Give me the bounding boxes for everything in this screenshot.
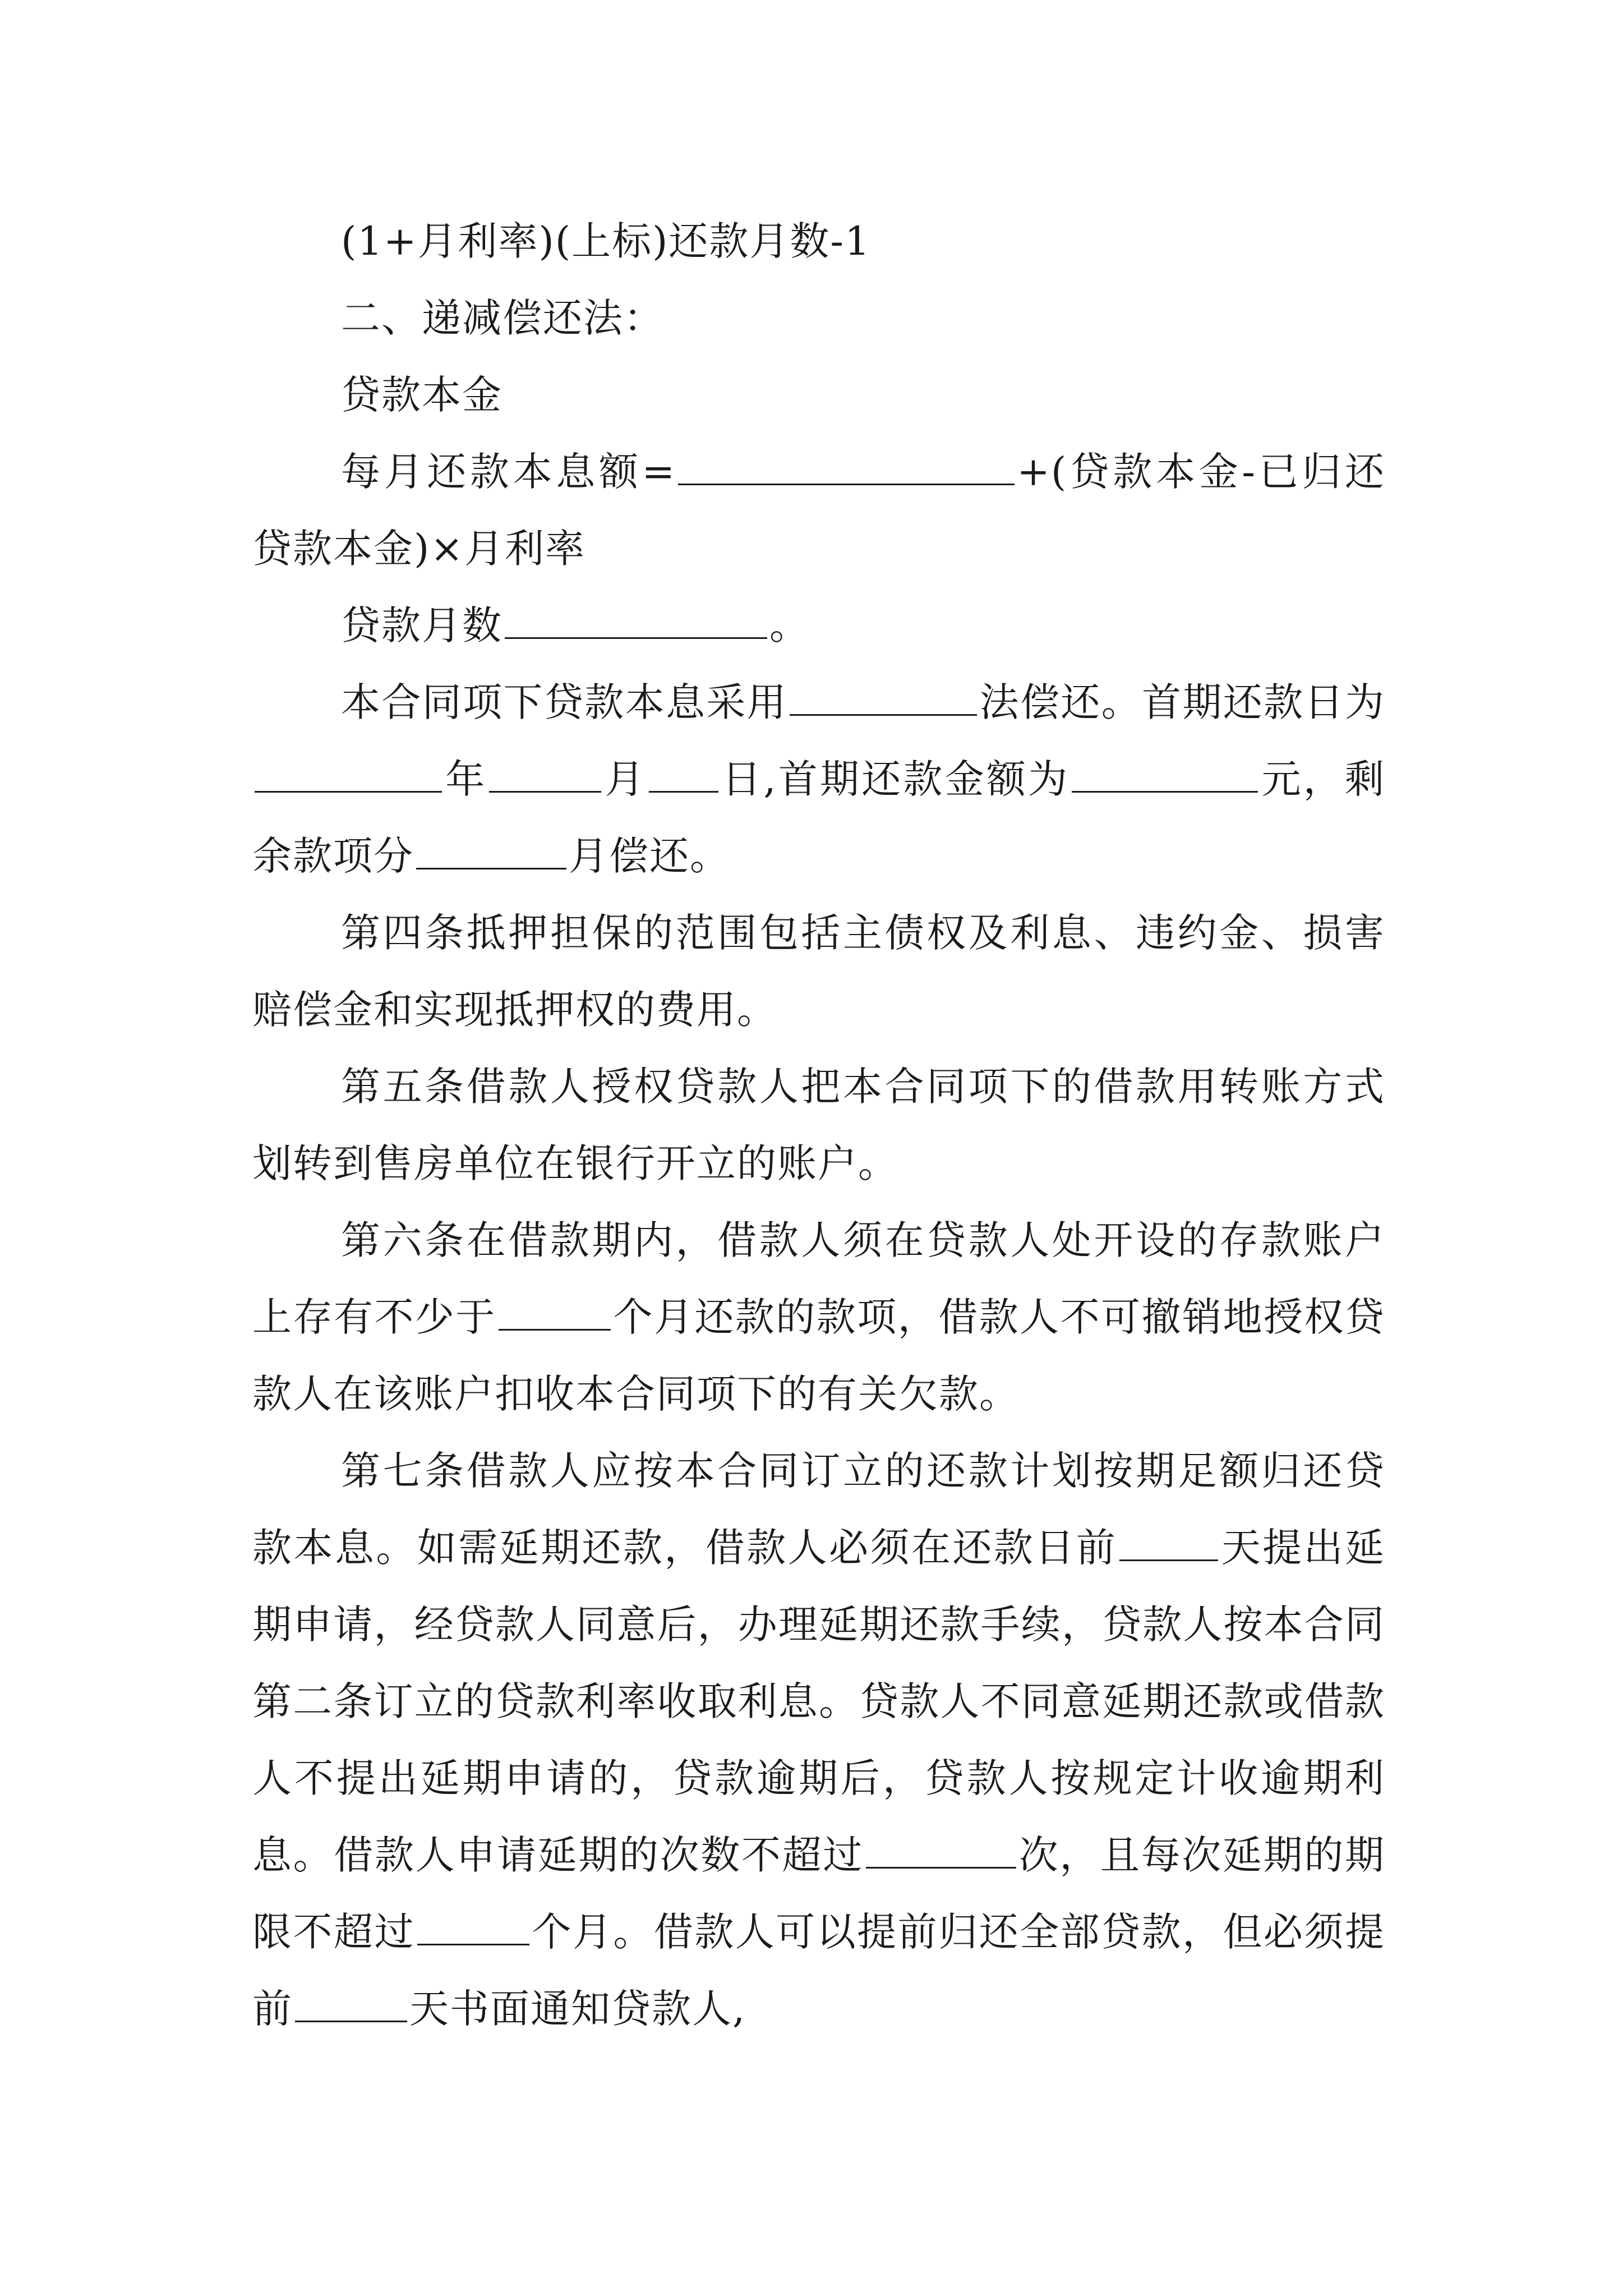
paragraph-article-7 <box>252 1433 1385 2047</box>
paragraph-article-4 <box>252 895 1385 1048</box>
text: 年 <box>444 756 487 802</box>
paragraph-repayment-method <box>252 664 1385 895</box>
text: 个月。借款人可以提前归还全部贷款，但必须提前 <box>252 1909 1386 2032</box>
fill-in-blank-line <box>499 1295 611 1331</box>
fill-in-blank-line <box>649 757 718 793</box>
text: +(贷款本金-已归还贷款本金)×月利率 <box>252 449 1385 572</box>
text: 月偿还。 <box>569 833 730 879</box>
text: 天书面通知贷款人, <box>409 1986 746 2032</box>
fill-in-blank-line <box>255 757 442 793</box>
fill-in-blank-line <box>416 834 566 869</box>
fill-in-blank-line <box>417 1910 529 1945</box>
text: 个月还款的款项，借款人不可撤销地授权贷款人在该账户扣收本合同项下的有关欠款。 <box>252 1294 1386 1417</box>
text: 日,首期还款金额为 <box>720 756 1070 802</box>
text: 天提出延期申请，经贷款人同意后，办理延期还款手续，贷款人按本合同第二条订立的贷款利率收取利息。贷款人不同意延期还款或借款人不提出延期申请的，贷款逾期后，贷款人按规定计收逾期利息。借款人申请延期的次数不超过 <box>252 1525 1386 1878</box>
fill-in-blank-line <box>505 604 767 639</box>
text: 第七条借款人应按本合同订立的还款计划按期足额归还贷款本息。如需延期还款，借款人必须在还款日前 <box>252 1448 1385 1571</box>
text: 元，剩余款项分 <box>252 756 1386 879</box>
text: 第四条抵押担保的范围包括主债权及利息、违约金、损害赔偿金和实现抵押权的费用。 <box>252 910 1385 1033</box>
fill-in-blank-line <box>866 1833 1016 1869</box>
document-body <box>252 203 1385 2047</box>
paragraph-monthly-payment-formula <box>252 434 1385 587</box>
text: 法偿还。首期还款日为 <box>979 679 1386 725</box>
text: 第五条借款人授权贷款人把本合同项下的借款用转账方式划转到售房单位在银行开立的账户。 <box>252 1064 1385 1186</box>
text: (1+月利率)(上标)还款月数-1 <box>341 218 871 264</box>
paragraph-formula-numerator <box>252 357 1385 434</box>
fill-in-blank-line <box>678 450 1015 485</box>
text: 第六条在借款期内，借款人须在贷款人处开设的存款账户上存有不少于 <box>252 1217 1385 1340</box>
paragraph-method-heading <box>252 280 1385 357</box>
text: 。 <box>769 602 810 648</box>
paragraph-loan-months <box>252 587 1385 664</box>
text: 贷款月数 <box>341 602 502 648</box>
text: 贷款本金 <box>341 372 502 418</box>
text: 月 <box>603 756 647 802</box>
paragraph-article-5 <box>252 1048 1385 1202</box>
paragraph-article-6 <box>252 1202 1385 1433</box>
text: 次，且每次延期的期限不超过 <box>252 1832 1385 1955</box>
text: 每月还款本息额= <box>341 449 676 495</box>
fill-in-blank-line <box>790 680 977 716</box>
text: 本合同项下贷款本息采用 <box>341 679 788 725</box>
fill-in-blank-line <box>1072 757 1258 793</box>
paragraph-formula-denominator <box>252 203 1385 280</box>
fill-in-blank-line <box>295 1987 407 2022</box>
text: 二、递减偿还法： <box>341 295 664 341</box>
fill-in-blank-line <box>489 757 601 793</box>
fill-in-blank-line <box>1119 1526 1218 1561</box>
